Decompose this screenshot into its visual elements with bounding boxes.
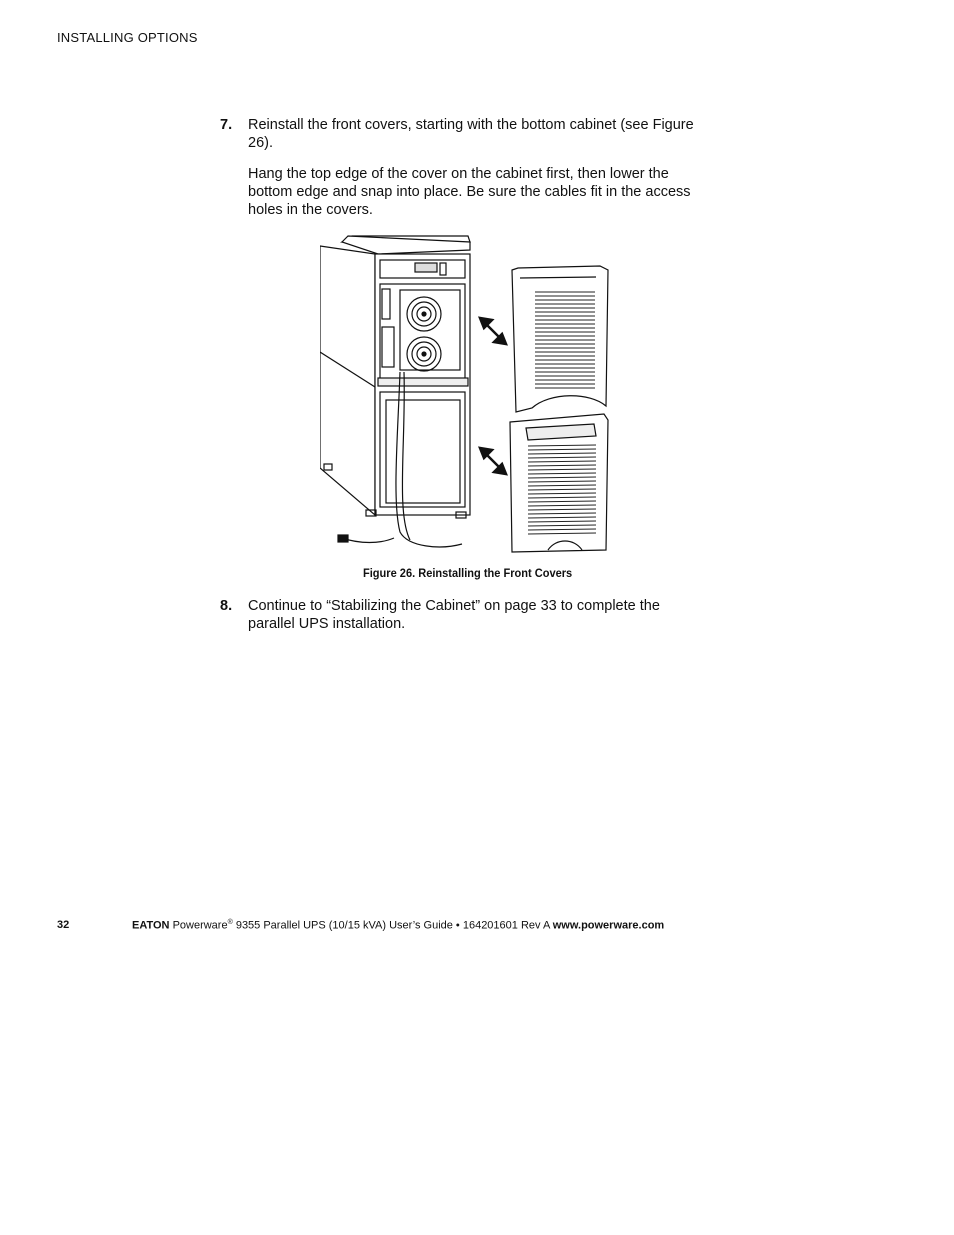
- page-number: 32: [57, 919, 70, 931]
- step-number: 7.: [220, 117, 233, 133]
- footer-website: www.powerware.com: [552, 919, 665, 932]
- step-paragraph: Continue to “Stabilizing the Cabinet” on page 33 to complete the parallel UPS installation.: [248, 598, 660, 632]
- footer-product: Powerware: [172, 919, 228, 932]
- figure-illustration: [320, 232, 620, 560]
- step-7: [220, 116, 700, 232]
- step-8: [220, 597, 700, 646]
- registered-mark: ®: [227, 919, 233, 926]
- step-number: 8.: [220, 598, 233, 614]
- ups-cabinet-cover-illustration: [320, 232, 620, 560]
- footer-title: 9355 Parallel UPS (10/15 kVA) User’s Guide • 164201601 Rev A: [232, 919, 553, 932]
- footer-brand: EATON: [132, 919, 170, 932]
- step-paragraph: Hang the top edge of the cover on the cabinet first, then lower the bottom edge and snap into place. Be sure the cables fit in the access holes in the covers.: [248, 166, 691, 218]
- figure-caption: Figure 26. Reinstalling the Front Covers: [363, 566, 573, 580]
- section-header: INSTALLING OPTIONS: [57, 30, 198, 45]
- footer-line: [132, 919, 664, 932]
- step-paragraph: Reinstall the front covers, starting with the bottom cabinet (see Figure 26).: [248, 117, 694, 151]
